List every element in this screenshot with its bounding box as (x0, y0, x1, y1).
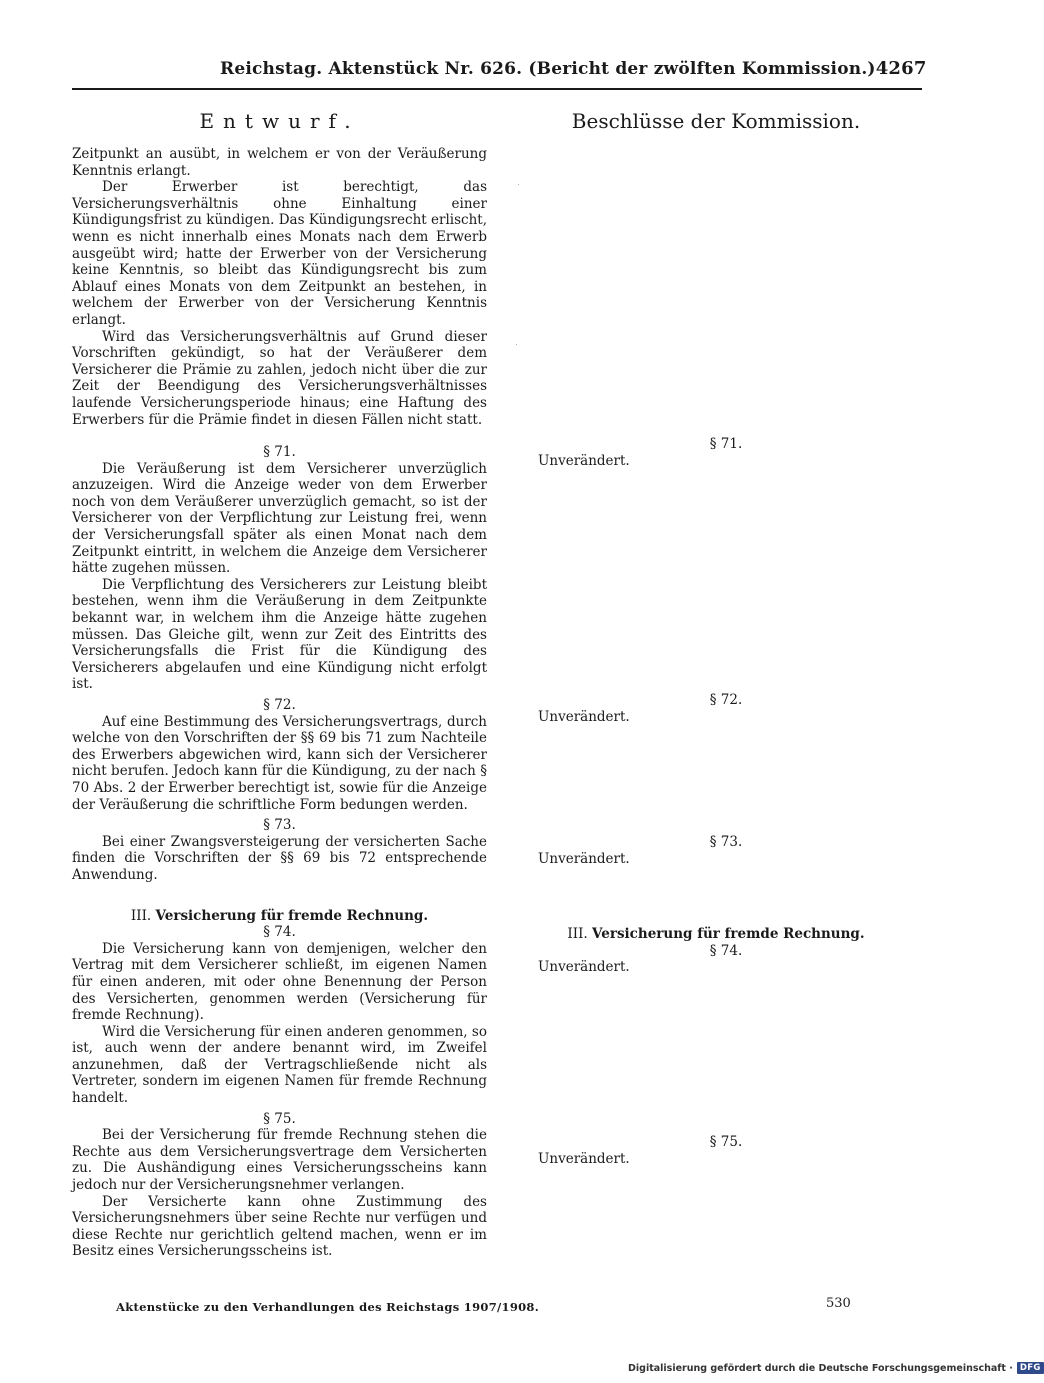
decision-75 (510, 1134, 922, 1167)
paragraph: Wird das Versicherungsverhältnis auf Grund dieser Vorschriften gekündigt, so hat der Veräußerer dem Versicherer die Prämie zu zahlen, jedoch nicht über die zur Zeit der Beendigung des Versicherungsverhältnisses laufende Versicherungsperiode hinaus; eine Haftung des Erwerbers für die Prämie findet in diesen Fällen nicht statt. (72, 328, 487, 428)
paragraph: Die Verpflichtung des Versicherers zur Leistung bleibt bestehen, wenn ihm die Veräußerung in dem Zeitpunkte bekannt war, in welchem ihm die Anzeige hätte zugehen müssen. Das Gleiche gilt, wenn zur Zeit des Eintritts des Versicherungsfalls die Frist für die Kündigung des Versicherers abgelaufen und eine Kündigung nicht erfolgt ist. (72, 576, 487, 693)
draft-column (72, 100, 487, 1260)
decision-part-3 (510, 926, 922, 976)
paragraph: Die Versicherung kann von demjenigen, welcher den Vertrag mit dem Versicherer schließt, im eigenen Namen für einen anderen, mit oder ohne Benennung der Person des Versicherten, genommen werden (Versicherung für fremde Rechnung). (72, 940, 487, 1024)
part-heading (510, 926, 922, 943)
decision-72 (510, 692, 922, 725)
decisions-column-title: Beschlüsse der Kommission. (571, 109, 861, 133)
section-heading-73: § 73. (709, 834, 743, 850)
decision-73 (510, 834, 922, 867)
running-head (220, 58, 927, 86)
paragraph: Der Versicherte kann ohne Zustimmung des Versicherungsnehmers über seine Rechte nur verfügen und diese Rechte nur gerichtlich geltend machen, wenn er im Besitz eines Versicherungsscheins ist. (72, 1193, 487, 1260)
paragraph: Auf eine Bestimmung des Versicherungsvertrags, durch welche von den Vorschriften der §§ 69 bis 71 zum Nachteile des Erwerbers abgewichen wird, kann sich der Versicherer nicht berufen. Jedoch kann für die Kündigung, zu der nach § 70 Abs. 2 der Erwerber berechtigt ist, sowie für die Anzeige der Veräußerung die schriftliche Form bedungen werden. (72, 713, 487, 813)
decision-71 (510, 436, 922, 469)
section-heading-73: § 73. (263, 817, 296, 834)
section-heading-71: § 71. (263, 444, 296, 461)
section-heading-72: § 72. (263, 697, 296, 713)
footer-source: Aktenstücke zu den Verhandlungen des Reichstags 1907/1908. (116, 1300, 540, 1314)
scan-speck (516, 344, 517, 345)
page-number: 4267 (875, 58, 927, 79)
part-title: Versicherung für fremde Rechnung. (155, 907, 429, 924)
paragraph: Bei einer Zwangsversteigerung der versicherten Sache finden die Vorschriften der §§ 69 bis 72 entsprechende Anwendung. (72, 833, 487, 883)
paragraph: Der Erwerber ist berechtigt, das Versicherungsverhältnis ohne Einhaltung einer Kündigungsfrist zu kündigen. Das Kündigungsrecht erlischt, wenn es nicht innerhalb eines Monats nach dem Erwerb ausgeübt wird; hatte der Erwerber von der Versicherung keine Kenntnis, so bleibt das Kündigungsrecht bis zum Ablauf eines Monats von dem Zeitpunkt an bestehen, in welchem der Erwerber von der Versicherung Kenntnis erlangt. (72, 179, 487, 328)
draft-text (72, 146, 487, 1260)
paragraph: Bei der Versicherung für fremde Rechnung stehen die Rechte aus dem Versicherungsvertrage dem Versicherten zu. Die Aushändigung eines Versicherungsscheins kann jedoch nur der Versicherungsnehmer verlangen. (72, 1127, 487, 1194)
section-heading-72: § 72. (709, 692, 743, 708)
decisions-column (510, 100, 922, 1300)
part-title: Versicherung für fremde Rechnung. (592, 926, 865, 942)
digitization-credit (628, 1362, 1044, 1374)
decision-text: Unverändert. (538, 708, 630, 725)
section-heading-75: § 75. (709, 1134, 743, 1150)
dfg-logo-icon: DFG (1017, 1362, 1044, 1374)
section-heading-74: § 74. (709, 942, 743, 959)
header-rule (72, 88, 922, 90)
paragraph: Die Veräußerung ist dem Versicherer unverzüglich anzuzeigen. Wird die Anzeige weder von dem Erwerber noch von dem Veräußerer unverzüglich gemacht, so ist der Versicherer von der Verpflichtung zur Leistung frei, wenn der Versicherungsfall später als einen Monat nach dem Zeitpunkt eintritt, in welchem die Anzeige dem Versicherer hätte zugehen müssen. (72, 460, 487, 577)
decision-text: Unverändert. (538, 959, 630, 976)
section-heading-75: § 75. (263, 1110, 296, 1127)
part-heading (72, 908, 487, 925)
scan-speck (518, 184, 519, 185)
paragraph: Wird die Versicherung für einen anderen genommen, so ist, auch wenn der andere benannt wird, im Zweifel anzunehmen, daß der Vertragschließende nicht als Vertreter, sondern im eigenen Namen für fremde Rechnung handelt. (72, 1023, 487, 1107)
paragraph: Zeitpunkt an ausübt, in welchem er von der Veräußerung Kenntnis erlangt. (72, 146, 487, 179)
decision-text: Unverändert. (538, 850, 630, 867)
sheet-number: 530 (826, 1296, 851, 1311)
part-number: III. (130, 907, 152, 924)
credit-text: Digitalisierung gefördert durch die Deutsche Forschungsgemeinschaft · (628, 1362, 1013, 1374)
section-heading-71: § 71. (709, 436, 743, 452)
decision-text: Unverändert. (538, 1150, 630, 1167)
section-heading-74: § 74. (263, 924, 296, 941)
running-head-title: Reichstag. Aktenstück Nr. 626. (Bericht der zwölften Kommission.) (220, 59, 876, 79)
part-number: III. (567, 926, 588, 942)
decision-text: Unverändert. (538, 452, 630, 469)
draft-column-title: Entwurf. (199, 109, 360, 133)
